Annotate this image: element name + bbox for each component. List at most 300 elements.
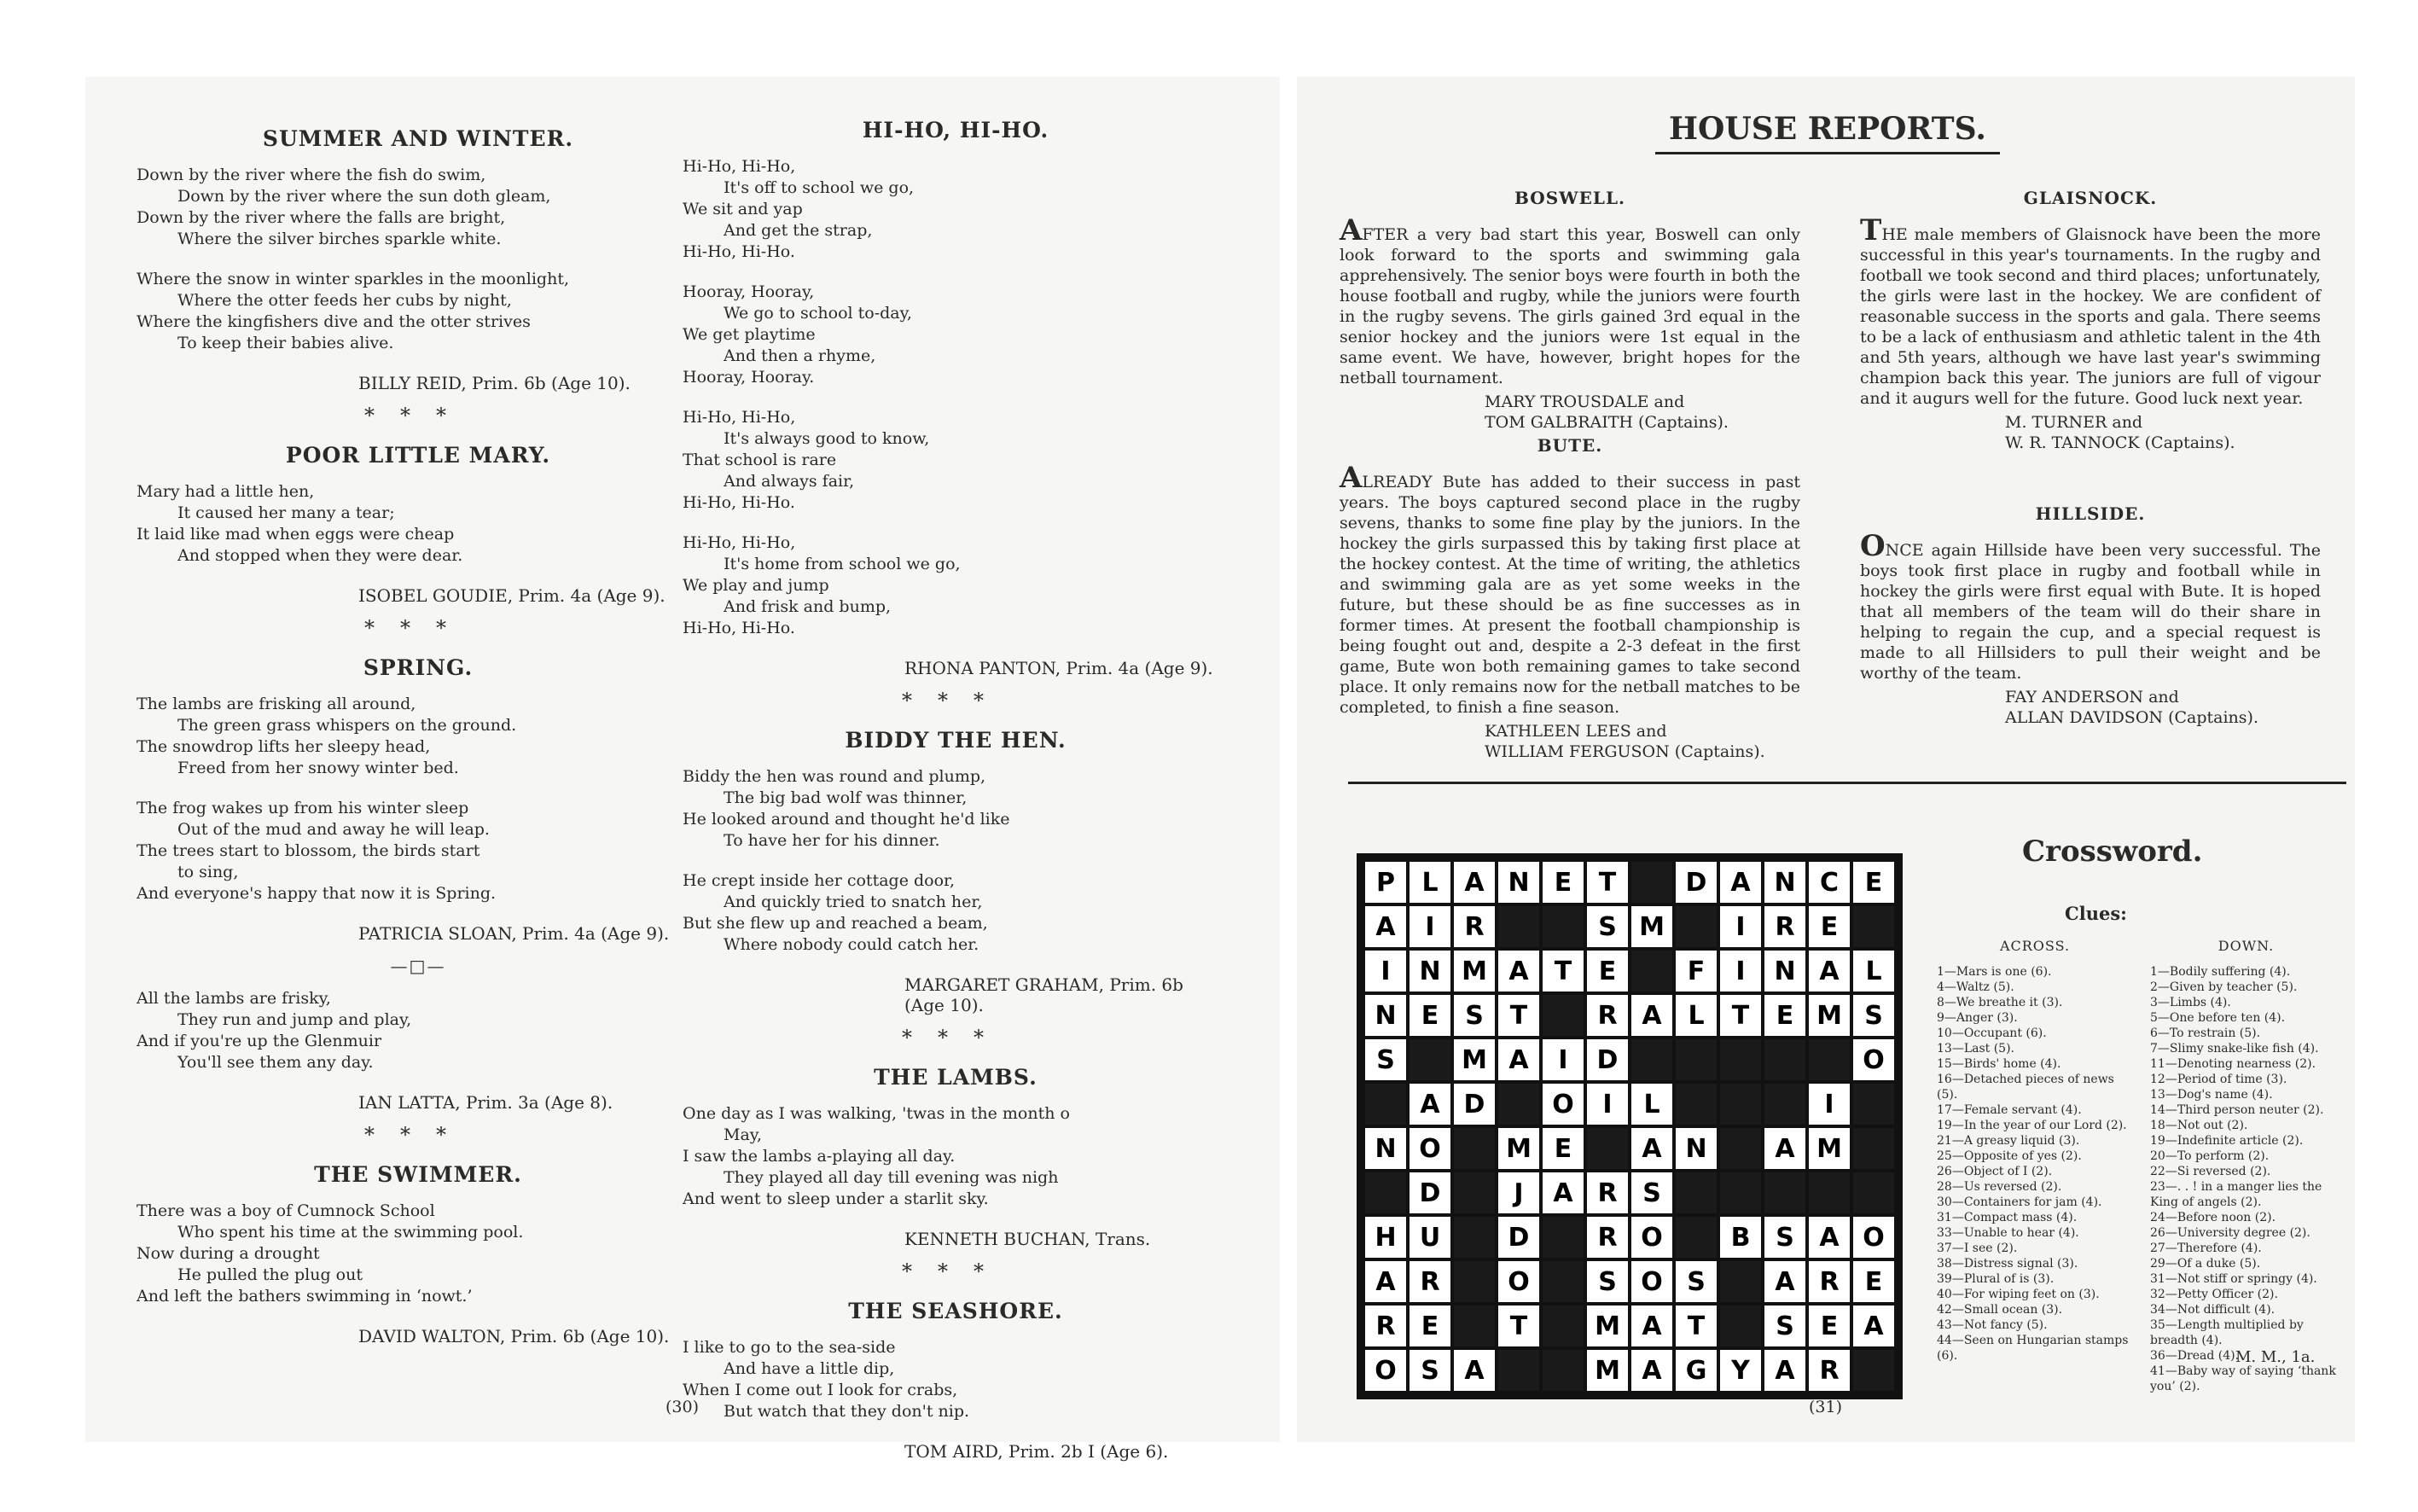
crossword-cell: A <box>1498 1039 1539 1080</box>
poem-author: DAVID WALTON, Prim. 6b (Age 10). <box>358 1326 670 1346</box>
crossword-cell: A <box>1454 1350 1495 1391</box>
crossword-cell: N <box>1764 862 1805 903</box>
crossword-black-square <box>1543 995 1584 1036</box>
crossword-cell: I <box>1587 1084 1628 1125</box>
separator: —□— <box>390 956 446 976</box>
poem-line: Now during a drought <box>137 1244 320 1263</box>
poem-line: We go to school to-day, <box>724 304 912 323</box>
report-heading: GLAISNOCK. <box>2023 188 2158 208</box>
crossword-black-square <box>1809 1039 1850 1080</box>
clue: 26—University degree (2). <box>2150 1226 2310 1240</box>
crossword-cell: A <box>1454 862 1495 903</box>
crossword-cell: M <box>1809 995 1850 1036</box>
crossword-cell: N <box>1365 1128 1406 1169</box>
crossword-cell: A <box>1543 1172 1584 1213</box>
poem-line: May, <box>724 1125 763 1144</box>
crossword-black-square <box>1631 951 1672 992</box>
poem-line: And if you're up the Glenmuir <box>137 1032 382 1050</box>
crossword-black-square <box>1631 1039 1672 1080</box>
poem-line: It caused her many a tear; <box>177 503 395 522</box>
poem-line: And went to sleep under a starlit sky. <box>683 1189 989 1208</box>
crossword-cell: E <box>1764 995 1805 1036</box>
stanza <box>683 532 1229 639</box>
clue: 10—Occupant (6). <box>1937 1026 2047 1040</box>
crossword-black-square <box>1454 1217 1495 1258</box>
crossword-cell: M <box>1587 1306 1628 1346</box>
poem-title: THE SEASHORE. <box>848 1299 1063 1323</box>
poem-author: MARGARET GRAHAM, Prim. 6b (Age 10). <box>904 974 1183 1015</box>
poem-line: Hooray, Hooray. <box>683 368 815 387</box>
crossword-cell: N <box>1410 951 1450 992</box>
poem <box>137 126 700 393</box>
stanza <box>137 1201 700 1307</box>
crossword-cell: U <box>1410 1217 1450 1258</box>
clue: 33—Unable to hear (4). <box>1937 1226 2079 1240</box>
crossword-black-square <box>1720 1084 1761 1125</box>
crossword-cell: A <box>1498 951 1539 992</box>
page-number: (31) <box>1809 1398 1843 1416</box>
crossword-cell: S <box>1410 1350 1450 1391</box>
poem-author: IAN LATTA, Prim. 3a (Age 8). <box>358 1092 613 1113</box>
clue: 42—Small ocean (3). <box>1937 1303 2063 1317</box>
clue: 8—We breathe it (3). <box>1937 996 2063 1009</box>
crossword-cell: E <box>1410 1306 1450 1346</box>
stanza <box>683 1337 1229 1422</box>
crossword-cell: E <box>1543 862 1584 903</box>
clue: 34—Not difficult (4). <box>2150 1303 2276 1317</box>
clue: 37—I see (2). <box>1937 1242 2018 1255</box>
right-page <box>1297 77 2355 1442</box>
crossword-cell: L <box>1676 995 1717 1036</box>
poem-author: RHONA PANTON, Prim. 4a (Age 9). <box>904 658 1213 678</box>
poem-line: We get playtime <box>683 325 816 344</box>
separator: *** <box>902 1259 1009 1283</box>
report-heading: BUTE. <box>1537 435 1603 456</box>
poem-line: Hi-Ho, Hi-Ho, <box>683 408 796 427</box>
crossword-cell: R <box>1764 906 1805 947</box>
crossword-cell: T <box>1498 1306 1539 1346</box>
report-heading: HILLSIDE. <box>2035 503 2146 524</box>
poem-line: Where the kingfishers dive and the otter strives <box>137 312 531 331</box>
poem-author: ISOBEL GOUDIE, Prim. 4a (Age 9). <box>358 585 666 606</box>
clue: 31—Compact mass (4). <box>1937 1211 2078 1224</box>
stanza <box>683 870 1229 956</box>
crossword-black-square <box>1631 862 1672 903</box>
poem-line: Freed from her snowy winter bed. <box>177 759 459 777</box>
clue: 24—Before noon (2). <box>2150 1211 2276 1224</box>
crossword-black-square <box>1720 1306 1761 1346</box>
poem-author: KENNETH BUCHAN, Trans. <box>904 1229 1151 1249</box>
crossword-cell: A <box>1410 1084 1450 1125</box>
poem-line: And quickly tried to snatch her, <box>724 893 983 911</box>
crossword-black-square <box>1853 1350 1894 1391</box>
poem-title: THE LAMBS. <box>874 1065 1038 1090</box>
crossword-cell: R <box>1587 1172 1628 1213</box>
clue: 21—A greasy liquid (3). <box>1937 1134 2080 1148</box>
clue: 9—Anger (3). <box>1937 1011 2018 1025</box>
poem <box>137 443 700 606</box>
crossword-cell: E <box>1853 862 1894 903</box>
clue: 32—Petty Officer (2). <box>2150 1288 2278 1301</box>
clue: 26—Object of I (2). <box>1937 1165 2053 1178</box>
crossword-cell: A <box>1764 1261 1805 1302</box>
crossword-cell: O <box>1631 1217 1672 1258</box>
poem-line: Hi-Ho, Hi-Ho. <box>683 493 795 512</box>
poem-line: And always fair, <box>724 472 855 491</box>
clue: 38—Distress signal (3). <box>1937 1257 2078 1271</box>
crossword-black-square <box>1543 1217 1584 1258</box>
drop-cap: O <box>1860 529 1886 563</box>
poem-line: We play and jump <box>683 576 829 595</box>
poems-column-2 <box>683 102 1229 1470</box>
poem-line: The frog wakes up from his winter sleep <box>137 799 469 817</box>
clue: 18—Not out (2). <box>2150 1119 2248 1132</box>
captains: FAY ANDERSON and ALLAN DAVIDSON (Captains). <box>2005 688 2258 727</box>
crossword-cell: O <box>1543 1084 1584 1125</box>
drop-cap: A <box>1340 461 1363 495</box>
stanza <box>137 988 700 1073</box>
crossword-cell: R <box>1809 1350 1850 1391</box>
clue: 12—Period of time (3). <box>2150 1073 2287 1086</box>
crossword-black-square <box>1853 906 1894 947</box>
crossword-black-square <box>1543 1306 1584 1346</box>
poem-line: All the lambs are frisky, <box>137 989 331 1008</box>
left-page <box>85 77 1280 1462</box>
crossword-cell: A <box>1631 1128 1672 1169</box>
crossword-cell: A <box>1809 1217 1850 1258</box>
poem-line: To keep their babies alive. <box>177 334 394 352</box>
page-number: (30) <box>666 1398 700 1416</box>
crossword-black-square <box>1720 1261 1761 1302</box>
crossword-cell: S <box>1631 1172 1672 1213</box>
separator: *** <box>902 1026 1009 1050</box>
poem <box>683 1065 1229 1249</box>
crossword-cell: J <box>1498 1172 1539 1213</box>
crossword-black-square <box>1498 1350 1539 1391</box>
crossword-cell: O <box>1853 1217 1894 1258</box>
crossword-cell: A <box>1764 1350 1805 1391</box>
crossword-cell: E <box>1410 995 1450 1036</box>
crossword-black-square <box>1676 1217 1717 1258</box>
crossword-black-square <box>1543 1261 1584 1302</box>
separator: *** <box>364 616 472 640</box>
crossword-cell: N <box>1764 951 1805 992</box>
crossword-black-square <box>1587 1128 1628 1169</box>
crossword-cell: O <box>1631 1261 1672 1302</box>
poem-line: The snowdrop lifts her sleepy head, <box>137 737 431 756</box>
crossword-cell: E <box>1853 1261 1894 1302</box>
stanza <box>137 798 700 904</box>
clue: 44—Seen on Hungarian stamps (6). <box>1937 1334 2129 1363</box>
crossword-cell: D <box>1498 1217 1539 1258</box>
crossword-black-square <box>1498 1084 1539 1125</box>
clue: 5—One before ten (4). <box>2150 1011 2286 1025</box>
crossword-black-square <box>1676 1172 1717 1213</box>
crossword-cell: B <box>1720 1217 1761 1258</box>
crossword-black-square <box>1454 1172 1495 1213</box>
crossword-cell: I <box>1410 906 1450 947</box>
crossword-cell: A <box>1365 906 1406 947</box>
separator: *** <box>364 1123 472 1147</box>
clue: 19—In the year of our Lord (2). <box>1937 1119 2127 1132</box>
report-glaisnock <box>1860 188 2321 453</box>
crossword-cell: N <box>1365 995 1406 1036</box>
clues-heading: Clues: <box>2065 903 2127 924</box>
clue: 7—Slimy snake-like fish (4). <box>2150 1042 2319 1055</box>
poem-line: I like to go to the sea-side <box>683 1338 896 1357</box>
crossword-cell: S <box>1365 1039 1406 1080</box>
crossword-cell: M <box>1454 951 1495 992</box>
report-hillside <box>1860 503 2321 728</box>
crossword-black-square <box>1543 906 1584 947</box>
crossword-black-square <box>1720 1172 1761 1213</box>
stanza <box>683 282 1229 388</box>
poem-title: HI-HO, HI-HO. <box>862 118 1049 142</box>
section-divider <box>1348 782 2346 784</box>
stanza <box>683 156 1229 263</box>
stanza <box>137 694 700 779</box>
clue: 43—Not fancy (5). <box>1937 1318 2048 1332</box>
crossword-black-square <box>1809 1172 1850 1213</box>
poem-author: PATRICIA SLOAN, Prim. 4a (Age 9). <box>358 923 670 944</box>
clue: 25—Opposite of yes (2). <box>1937 1149 2082 1163</box>
poem-line: And left the bathers swimming in ‘nowt.’ <box>137 1287 473 1306</box>
poem-line: You'll see them any day. <box>177 1053 374 1072</box>
crossword-black-square <box>1720 1128 1761 1169</box>
report-heading: BOSWELL. <box>1514 188 1625 208</box>
crossword-black-square <box>1454 1306 1495 1346</box>
poem-line: Out of the mud and away he will leap. <box>177 820 490 839</box>
captains: M. TURNER and W. R. TANNOCK (Captains). <box>2005 413 2235 452</box>
crossword-black-square <box>1498 906 1539 947</box>
crossword-black-square <box>1676 1039 1717 1080</box>
poem-line: Down by the river where the fish do swim, <box>137 166 486 184</box>
crossword-cell: T <box>1498 995 1539 1036</box>
house-reports-title: HOUSE REPORTS. <box>1655 111 2000 154</box>
clue: 27—Therefore (4). <box>2150 1242 2262 1255</box>
crossword-cell: I <box>1809 1084 1850 1125</box>
clue: 4—Waltz (5). <box>1937 980 2014 994</box>
poem-line: Down by the river where the sun doth gleam, <box>177 187 551 206</box>
crossword-cell: R <box>1587 1217 1628 1258</box>
poem-line: And frisk and bump, <box>724 597 892 616</box>
poem-line: Hi-Ho, Hi-Ho. <box>683 242 795 261</box>
report-text: HE male members of Glaisnock have been the more successful in this year's tournaments. In the rugby and football we took second and third places; unfortunately, the girls were last in the hockey. We are confident of reasonable success in the sports and gala. There seems to be a lack of enthusiasm and athletic talent in the 4th and 5th years, although we have last year's swimming champion back this year. The juniors are full of vigour and it augurs well for the future. Good luck next year. <box>1860 225 2321 408</box>
clue: 16—Detached pieces of news (5). <box>1937 1073 2114 1102</box>
poem <box>683 728 1229 1015</box>
poem-title: BIDDY THE HEN. <box>845 728 1067 753</box>
crossword-cell: E <box>1587 951 1628 992</box>
poem-line: It's off to school we go, <box>724 178 915 197</box>
crossword-cell: S <box>1454 995 1495 1036</box>
poem-line: He pulled the plug out <box>177 1265 363 1284</box>
poem-line: And get the strap, <box>724 221 873 240</box>
clue: 29—Of a duke (5). <box>2150 1257 2261 1271</box>
clue: 36—Dread (4). <box>2150 1349 2240 1363</box>
drop-cap: A <box>1340 213 1363 247</box>
poem-line: They run and jump and play, <box>177 1010 412 1029</box>
poem-line: And stopped when they were dear. <box>177 546 463 565</box>
separator: *** <box>364 404 472 427</box>
crossword-cell: A <box>1853 1306 1894 1346</box>
clue: 23—. . ! in a manger lies the King of angels (2). <box>2150 1180 2322 1209</box>
crossword-cell: F <box>1676 951 1717 992</box>
poem-line: Who spent his time at the swimming pool. <box>177 1223 524 1242</box>
crossword-cell: I <box>1365 951 1406 992</box>
crossword-cell: O <box>1365 1350 1406 1391</box>
down-heading: DOWN. <box>2217 938 2275 954</box>
crossword-black-square <box>1853 1128 1894 1169</box>
crossword-cell: R <box>1809 1261 1850 1302</box>
clue: 6—To restrain (5). <box>2150 1026 2261 1040</box>
down-clues <box>2150 939 2342 1394</box>
poem-line: The green grass whispers on the ground. <box>177 716 517 735</box>
poem-line: And everyone's happy that now it is Spring. <box>137 884 497 903</box>
clue: 41—Baby way of saying ‘thank you’ (2). <box>2150 1364 2336 1393</box>
drop-cap: T <box>1860 213 1882 247</box>
crossword-cell: N <box>1676 1128 1717 1169</box>
crossword-cell: I <box>1720 951 1761 992</box>
poem-line: When I come out I look for crabs, <box>683 1381 958 1399</box>
report-boswell <box>1340 188 1800 433</box>
poem-line: Where the otter feeds her cubs by night, <box>177 291 512 310</box>
poem-line: Hi-Ho, Hi-Ho. <box>683 619 795 637</box>
clue: 13—Last (5). <box>1937 1042 2014 1055</box>
crossword-cell: O <box>1853 1039 1894 1080</box>
poem-line: That school is rare <box>683 451 837 469</box>
clue: 22—Si reversed (2). <box>2150 1165 2271 1178</box>
stanza <box>137 269 700 354</box>
clue: 11—Denoting nearness (2). <box>2150 1057 2316 1071</box>
crossword-cell: T <box>1587 862 1628 903</box>
crossword-black-square <box>1365 1172 1406 1213</box>
crossword-cell: M <box>1809 1128 1850 1169</box>
poem-title: SUMMER AND WINTER. <box>262 126 574 151</box>
stanza <box>137 481 700 567</box>
crossword-cell: A <box>1631 1306 1672 1346</box>
poem-line: And then a rhyme, <box>724 346 876 365</box>
crossword-cell: A <box>1631 995 1672 1036</box>
poem <box>137 1162 700 1346</box>
stanza <box>683 766 1229 852</box>
crossword-cell: D <box>1454 1084 1495 1125</box>
clue: 40—For wiping feet on (3). <box>1937 1288 2100 1301</box>
poem-line: Down by the river where the falls are bright, <box>137 208 506 227</box>
clue: 39—Plural of is (3). <box>1937 1272 2055 1286</box>
crossword-cell: Y <box>1720 1350 1761 1391</box>
report-bute <box>1340 435 1800 762</box>
poem-line: Mary had a little hen, <box>137 482 315 501</box>
crossword-cell: T <box>1543 951 1584 992</box>
poem-line: Hooray, Hooray, <box>683 282 815 301</box>
crossword-cell: D <box>1410 1172 1450 1213</box>
poem-line: But she flew up and reached a beam, <box>683 914 988 933</box>
captains: MARY TROUSDALE and TOM GALBRAITH (Captains). <box>1485 393 1729 432</box>
report-text: NCE again Hillside have been very successful. The boys took first place in rugby and football while in hockey the girls were first equal with Bute. It is hoped that all members of the team will do their share in helping to regain the cup, and a special request is made to all Hillsiders to pull their weight and be worthy of the team. <box>1860 541 2321 683</box>
crossword-cell: M <box>1587 1350 1628 1391</box>
poem <box>137 988 700 1113</box>
clue: 28—Us reversed (2). <box>1937 1180 2062 1194</box>
crossword-black-square <box>1365 1084 1406 1125</box>
poem-line: We sit and yap <box>683 200 803 218</box>
poem-line: Where the silver birches sparkle white. <box>177 230 502 248</box>
poem-line: to sing, <box>177 863 239 881</box>
poem-line: He looked around and thought he'd like <box>683 810 1010 829</box>
crossword-cell: E <box>1809 906 1850 947</box>
across-heading: ACROSS. <box>1999 938 2071 954</box>
poem-line: And have a little dip, <box>724 1359 895 1378</box>
poem-title: SPRING. <box>363 655 474 680</box>
crossword-cell: M <box>1498 1128 1539 1169</box>
crossword-cell: S <box>1764 1217 1805 1258</box>
crossword-black-square <box>1410 1039 1450 1080</box>
poem-line: He crept inside her cottage door, <box>683 871 956 890</box>
separator: *** <box>902 689 1009 712</box>
crossword-black-square <box>1764 1084 1805 1125</box>
poem-line: Where the snow in winter sparkles in the moonlight, <box>137 270 570 288</box>
crossword-black-square <box>1764 1039 1805 1080</box>
poem-line: The big bad wolf was thinner, <box>724 788 968 807</box>
poem-line: Hi-Ho, Hi-Ho, <box>683 157 796 176</box>
crossword-cell: I <box>1720 906 1761 947</box>
crossword-cell: D <box>1676 862 1717 903</box>
crossword-cell: S <box>1587 906 1628 947</box>
crossword-cell: E <box>1543 1128 1584 1169</box>
poem-line: The lambs are frisking all around, <box>137 695 416 713</box>
stanza <box>683 407 1229 514</box>
crossword-cell: S <box>1764 1306 1805 1346</box>
crossword-cell: A <box>1631 1350 1672 1391</box>
crossword-signature: M. M., 1a. <box>2235 1348 2316 1366</box>
poem-line: It laid like mad when eggs were cheap <box>137 525 455 544</box>
crossword-cell: A <box>1365 1261 1406 1302</box>
crossword-cell: T <box>1676 1306 1717 1346</box>
crossword-cell: H <box>1365 1217 1406 1258</box>
crossword-cell: R <box>1365 1306 1406 1346</box>
clue: 20—To perform (2). <box>2150 1149 2270 1163</box>
crossword-black-square <box>1853 1084 1894 1125</box>
poem-author: TOM AIRD, Prim. 2b I (Age 6). <box>904 1441 1169 1462</box>
crossword-cell: T <box>1720 995 1761 1036</box>
crossword-cell: L <box>1631 1084 1672 1125</box>
crossword-black-square <box>1454 1128 1495 1169</box>
clue: 31—Not stiff or springy (4). <box>2150 1272 2317 1286</box>
poem <box>683 1299 1229 1462</box>
crossword-cell: O <box>1410 1128 1450 1169</box>
poem-title: POOR LITTLE MARY. <box>285 443 551 468</box>
poem <box>137 655 700 944</box>
captains: KATHLEEN LEES and WILLIAM FERGUSON (Captains). <box>1485 722 1765 761</box>
clue: 15—Birds' home (4). <box>1937 1057 2061 1071</box>
crossword-cell: M <box>1454 1039 1495 1080</box>
poem-line: I saw the lambs a-playing all day. <box>683 1147 956 1166</box>
crossword-cell: R <box>1410 1261 1450 1302</box>
crossword-cell: M <box>1631 906 1672 947</box>
crossword-cell: P <box>1365 862 1406 903</box>
poem <box>683 118 1229 678</box>
crossword-cell: A <box>1809 951 1850 992</box>
crossword-cell: R <box>1587 995 1628 1036</box>
poem-line: It's always good to know, <box>724 429 930 448</box>
poem-author: BILLY REID, Prim. 6b (Age 10). <box>358 373 631 393</box>
poem-line: The trees start to blossom, the birds start <box>137 841 480 860</box>
crossword-black-square <box>1543 1350 1584 1391</box>
clue: 35—Length multiplied by breadth (4). <box>2150 1318 2304 1347</box>
crossword-cell: D <box>1587 1039 1628 1080</box>
crossword-cell: N <box>1498 862 1539 903</box>
report-text: FTER a very bad start this year, Boswell can only look forward to the sports and swimming gala apprehensively. The senior boys were fourth in both the house football and rugby, while the juniors were fourth in the rugby sevens. The girls gained 3rd equal in the senior hockey and the juniors were 1st equal in the same event. We have, however, bright hopes for the netball tournament. <box>1340 225 1800 387</box>
clue: 1—Bodily suffering (4). <box>2150 965 2291 979</box>
